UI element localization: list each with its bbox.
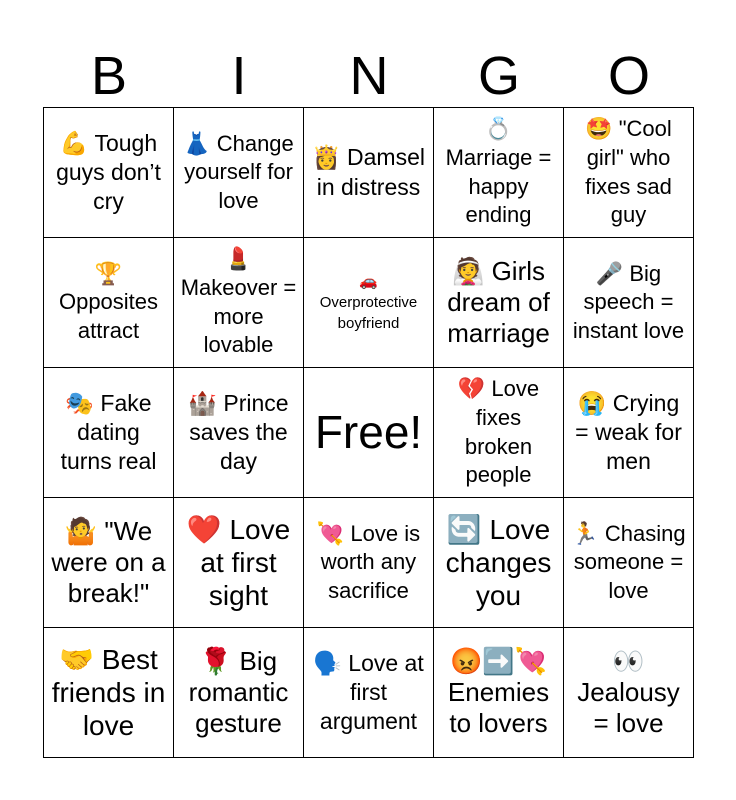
cell-text: 🌹 Big romantic gesture	[188, 645, 289, 739]
header-letter-g: G	[477, 46, 520, 106]
header-letter-b: B	[90, 46, 128, 106]
cell-text: 😡➡️💘 Enemies to lovers	[447, 645, 550, 739]
cell-text: 🗣️ Love at first argument	[313, 649, 424, 735]
cell-text: 💘 Love is worth any sacrifice	[316, 520, 421, 603]
cell-text: 🏃 Chasing someone = love	[571, 520, 686, 603]
bingo-cell[interactable]	[304, 108, 434, 238]
bingo-cell[interactable]	[304, 238, 434, 368]
bingo-cell[interactable]	[304, 628, 434, 758]
free-space-label: Free!	[314, 406, 423, 459]
cell-text: 👰 Girls dream of marriage	[447, 255, 550, 349]
bingo-cell[interactable]	[564, 498, 694, 628]
bingo-cell[interactable]	[44, 498, 174, 628]
bingo-cell[interactable]	[434, 498, 564, 628]
cell-text: 🤩 "Cool girl" who fixes sad guy	[585, 116, 672, 228]
bingo-cell[interactable]	[174, 368, 304, 498]
bingo-cell[interactable]	[434, 368, 564, 498]
bingo-cell[interactable]	[44, 238, 174, 368]
cell-text: 😭 Crying = weak for men	[575, 389, 682, 475]
cell-text: 🏰 Prince saves the day	[188, 389, 289, 475]
bingo-cell[interactable]	[564, 628, 694, 758]
cell-text: ❤️ Love at first sight	[186, 513, 291, 612]
bingo-cell[interactable]	[174, 238, 304, 368]
cell-text: 💍 Marriage = happy ending	[445, 116, 552, 228]
header-letter-i: I	[231, 46, 247, 106]
header-letter-o: O	[607, 46, 650, 106]
cell-text: 👸 Damsel in distress	[312, 144, 425, 200]
bingo-cell[interactable]	[44, 108, 174, 238]
cell-text: 💔 Love fixes broken people	[457, 376, 540, 488]
free-space[interactable]	[304, 368, 434, 498]
bingo-cell[interactable]	[564, 368, 694, 498]
cell-text: 🚗 Overprotective boyfriend	[319, 273, 418, 332]
cell-text: 🎭 Fake dating turns real	[60, 389, 157, 475]
cell-text: 💪 Tough guys don’t cry	[56, 129, 161, 215]
bingo-header	[44, 44, 694, 108]
bingo-cell[interactable]	[174, 498, 304, 628]
bingo-cell[interactable]	[564, 108, 694, 238]
cell-text: 👗 Change yourself for love	[183, 130, 294, 213]
cell-text: 🏆 Opposites attract	[58, 260, 159, 343]
cell-text: 💄 Makeover = more lovable	[180, 246, 297, 358]
bingo-cell[interactable]	[174, 628, 304, 758]
bingo-cell[interactable]	[434, 238, 564, 368]
cell-text: 🤝 Best friends in love	[51, 643, 166, 742]
bingo-board	[43, 107, 694, 758]
bingo-cell[interactable]	[564, 238, 694, 368]
bingo-cell[interactable]	[434, 108, 564, 238]
header-letter-n: N	[349, 46, 389, 106]
cell-text: 👀 Jealousy = love	[577, 645, 680, 739]
bingo-cell[interactable]	[44, 628, 174, 758]
bingo-cell[interactable]	[44, 368, 174, 498]
cell-text: 🤷 "We were on a break!"	[51, 515, 166, 609]
bingo-cell[interactable]	[304, 498, 434, 628]
bingo-cell[interactable]	[174, 108, 304, 238]
bingo-cell[interactable]	[434, 628, 564, 758]
cell-text: 🎤 Big speech = instant love	[572, 260, 685, 343]
cell-text: 🔄 Love changes you	[445, 513, 552, 612]
